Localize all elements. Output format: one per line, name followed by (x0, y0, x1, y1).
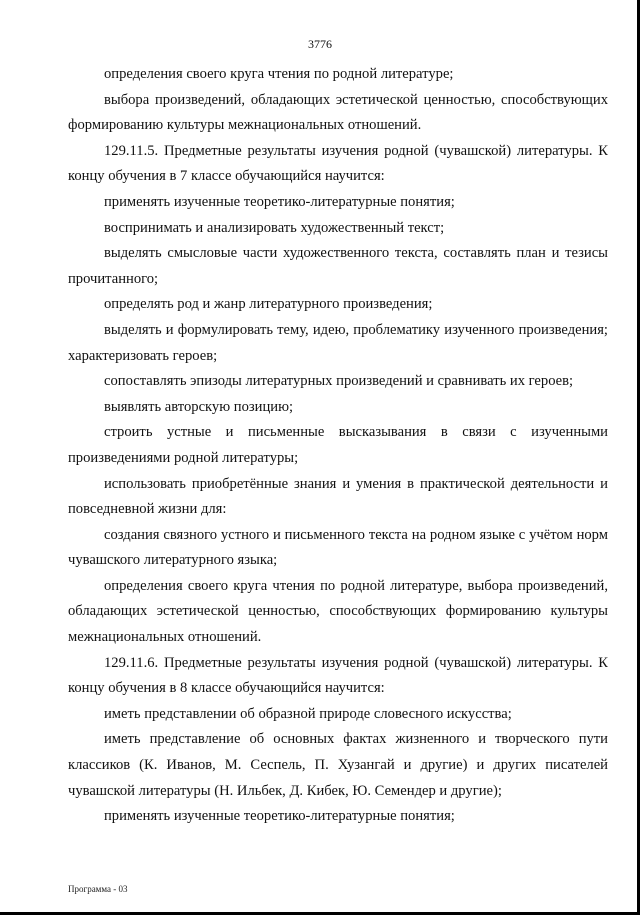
paragraph: 129.11.6. Предметные результаты изучения родной (чувашской) литературы. К концу обучения в 8 классе обучающийся научится: (68, 654, 608, 697)
paragraph: строить устные и письменные высказывания в связи с изученными произведениями родной литературы; (68, 424, 608, 466)
paragraph: сопоставлять эпизоды литературных произведений и сравнивать их героев; (104, 373, 574, 390)
paragraph: иметь представление об основных фактах жизненного и творческого пути классиков (К. Иванов, М. Сеспель, П. Хузангай и другие) и других писателей чувашской литературы (Н. Ильбек, Д. Кибек, Ю. Семендер и другие); (68, 731, 608, 799)
paragraph: выявлять авторскую позицию; (104, 398, 294, 415)
paragraph: применять изученные теоретико-литературные понятия; (104, 808, 455, 825)
paragraph: выделять и формулировать тему, идею, проблематику изученного произведения; характеризовать героев; (68, 321, 608, 364)
paragraph: выбора произведений, обладающих эстетической ценностью, способствующих формированию культуры межнациональных отношений. (68, 91, 608, 134)
paragraph: воспринимать и анализировать художественный текст; (104, 219, 445, 236)
paragraph: создания связного устного и письменного текста на родном языке с учётом норм чувашского литературного языка; (68, 526, 608, 569)
paragraph: иметь представлении об образной природе словесного искусства; (104, 705, 512, 722)
paragraph: использовать приобретённые знания и умения в практической деятельности и повседневной жизни для: (68, 475, 608, 518)
paragraph: 129.11.5. Предметные результаты изучения родной (чувашской) литературы. К концу обучения в 7 классе обучающийся научится: (68, 142, 608, 185)
paragraph: определять род и жанр литературного произведения; (104, 296, 433, 313)
document-body (68, 62, 608, 830)
footer-label: Программа - 03 (68, 884, 128, 894)
paragraph: определения своего круга чтения по родной литературе; (104, 66, 454, 82)
paragraph: определения своего круга чтения по родной литературе, выбора произведений, обладающих эстетической ценностью, способствующих формированию культуры межнациональных отношений. (68, 577, 608, 646)
paragraph: применять изученные теоретико-литературные понятия; (104, 193, 455, 210)
paragraph: выделять смысловые части художественного текста, составлять план и тезисы прочитанного; (68, 245, 608, 287)
page-number: 3776 (308, 37, 332, 51)
